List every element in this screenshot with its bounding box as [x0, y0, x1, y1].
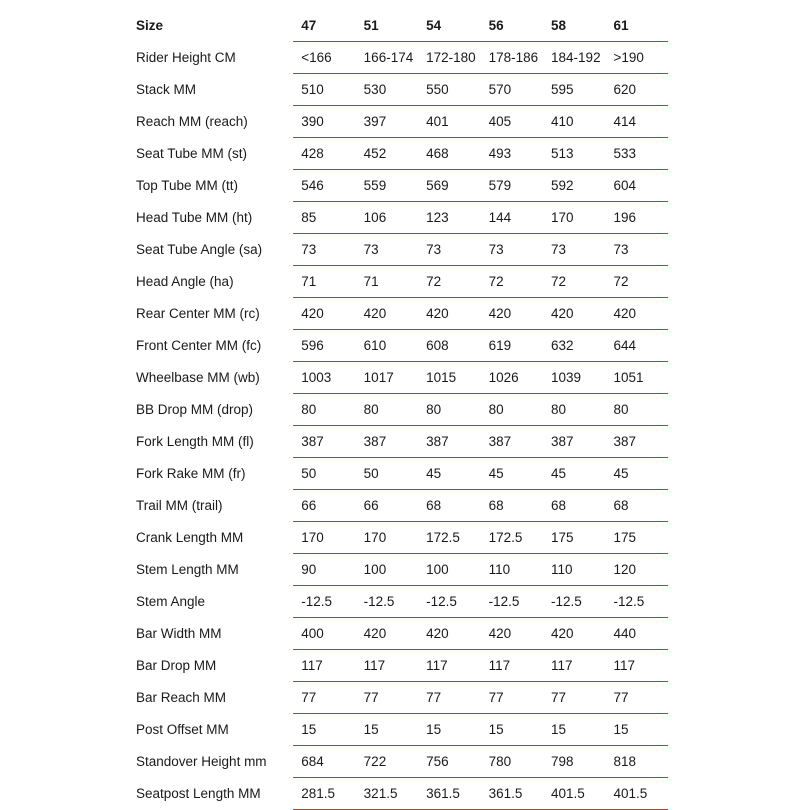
row-value-cell: 428	[293, 138, 355, 170]
row-value-cell: 144	[481, 202, 543, 234]
row-value-cell: 420	[356, 618, 418, 650]
row-value-cell: 172.5	[481, 522, 543, 554]
table-row	[128, 522, 668, 554]
row-value-cell: 68	[543, 490, 605, 522]
table-row	[128, 74, 668, 106]
table-row	[128, 42, 668, 74]
row-label: Bar Width MM	[136, 626, 222, 641]
row-value-cell: 780	[481, 746, 543, 778]
row-value-cell: 77	[543, 682, 605, 714]
row-label: Front Center MM (fc)	[136, 338, 262, 353]
table-row	[128, 394, 668, 426]
size-header-label: Size	[136, 18, 164, 34]
row-value-cell: 80	[418, 394, 480, 426]
table-row	[128, 138, 668, 170]
row-value-cell: 644	[605, 330, 668, 362]
row-value-cell: 632	[543, 330, 605, 362]
row-value-cell: -12.5	[356, 586, 418, 618]
row-value-cell: 1039	[543, 362, 605, 394]
row-value-cell: -12.5	[605, 586, 668, 618]
row-value-cell: 196	[605, 202, 668, 234]
table-body	[128, 42, 668, 810]
row-value-cell: 77	[356, 682, 418, 714]
row-value-cell: 1017	[356, 362, 418, 394]
row-value-cell: 361.5	[481, 778, 543, 810]
row-value-cell: 73	[543, 234, 605, 266]
row-value-cell: 420	[543, 298, 605, 330]
row-value-cell: 68	[605, 490, 668, 522]
row-label: Trail MM (trail)	[136, 498, 223, 513]
row-value-cell: 117	[481, 650, 543, 682]
row-value-cell: 387	[356, 426, 418, 458]
row-value-cell: 559	[356, 170, 418, 202]
row-value-cell: 77	[481, 682, 543, 714]
table-row	[128, 298, 668, 330]
table-row	[128, 778, 668, 810]
row-value-cell: 400	[293, 618, 355, 650]
row-value-cell: 722	[356, 746, 418, 778]
row-label: Crank Length MM	[136, 530, 244, 545]
row-value-cell: 387	[543, 426, 605, 458]
row-label: Seat Tube Angle (sa)	[136, 242, 263, 257]
row-label: Head Angle (ha)	[136, 274, 234, 289]
row-value-cell: 73	[293, 234, 355, 266]
row-label: Bar Reach MM	[136, 690, 227, 705]
table-row	[128, 234, 668, 266]
table-row	[128, 202, 668, 234]
row-value-cell: 15	[605, 714, 668, 746]
row-value-cell: 1003	[293, 362, 355, 394]
row-value-cell: 73	[481, 234, 543, 266]
row-value-cell: 100	[418, 554, 480, 586]
size-header-cell: 56	[481, 10, 543, 42]
row-label: Seatpost Length MM	[136, 786, 261, 801]
row-value-cell: 361.5	[418, 778, 480, 810]
table-row	[128, 426, 668, 458]
row-value-cell: 45	[481, 458, 543, 490]
row-value-cell: 50	[293, 458, 355, 490]
row-value-cell: 610	[356, 330, 418, 362]
table-row	[128, 266, 668, 298]
row-value-cell: 15	[418, 714, 480, 746]
table-row	[128, 554, 668, 586]
row-value-cell: 579	[481, 170, 543, 202]
row-value-cell: <166	[293, 42, 355, 74]
row-label: Head Tube MM (ht)	[136, 210, 253, 225]
row-value-cell: 15	[481, 714, 543, 746]
size-header-cell: 58	[543, 10, 605, 42]
row-value-cell: -12.5	[481, 586, 543, 618]
row-value-cell: 73	[418, 234, 480, 266]
row-value-cell: 596	[293, 330, 355, 362]
row-value-cell: 170	[543, 202, 605, 234]
row-value-cell: 110	[481, 554, 543, 586]
row-value-cell: 15	[356, 714, 418, 746]
size-header-cell: 51	[356, 10, 418, 42]
row-value-cell: 68	[418, 490, 480, 522]
row-value-cell: 1015	[418, 362, 480, 394]
row-value-cell: 184-192	[543, 42, 605, 74]
table-row	[128, 170, 668, 202]
size-header-cell: 54	[418, 10, 480, 42]
row-value-cell: 170	[356, 522, 418, 554]
row-value-cell: 123	[418, 202, 480, 234]
row-value-cell: 117	[543, 650, 605, 682]
table-row	[128, 586, 668, 618]
row-value-cell: 619	[481, 330, 543, 362]
row-value-cell: 420	[481, 298, 543, 330]
table-row	[128, 458, 668, 490]
row-value-cell: 592	[543, 170, 605, 202]
row-value-cell: 756	[418, 746, 480, 778]
row-label: Rider Height CM	[136, 50, 236, 65]
row-label: Fork Length MM (fl)	[136, 434, 254, 449]
row-label: Seat Tube MM (st)	[136, 146, 248, 161]
row-label: Rear Center MM (rc)	[136, 306, 260, 321]
row-label: Stem Length MM	[136, 562, 239, 577]
row-value-cell: 45	[543, 458, 605, 490]
header-row	[128, 10, 668, 42]
row-label: Standover Height mm	[136, 754, 267, 769]
row-value-cell: 175	[543, 522, 605, 554]
row-value-cell: -12.5	[293, 586, 355, 618]
row-value-cell: 405	[481, 106, 543, 138]
row-label: Post Offset MM	[136, 722, 229, 737]
table-header	[128, 10, 668, 42]
row-value-cell: 80	[293, 394, 355, 426]
row-value-cell: 15	[293, 714, 355, 746]
row-value-cell: 604	[605, 170, 668, 202]
row-value-cell: 117	[605, 650, 668, 682]
row-value-cell: 798	[543, 746, 605, 778]
row-value-cell: 387	[605, 426, 668, 458]
row-value-cell: 397	[356, 106, 418, 138]
row-value-cell: 387	[418, 426, 480, 458]
row-value-cell: 420	[481, 618, 543, 650]
row-value-cell: 452	[356, 138, 418, 170]
row-value-cell: 80	[356, 394, 418, 426]
row-value-cell: 73	[605, 234, 668, 266]
row-value-cell: 80	[543, 394, 605, 426]
row-value-cell: 100	[356, 554, 418, 586]
row-value-cell: 117	[293, 650, 355, 682]
table-row	[128, 362, 668, 394]
row-label: Stack MM	[136, 82, 197, 97]
row-label: Wheelbase MM (wb)	[136, 370, 260, 385]
row-label: Top Tube MM (tt)	[136, 178, 239, 193]
row-value-cell: 172.5	[418, 522, 480, 554]
row-value-cell: 72	[481, 266, 543, 298]
row-value-cell: 1026	[481, 362, 543, 394]
geometry-table	[128, 10, 668, 810]
row-value-cell: 420	[418, 298, 480, 330]
row-value-cell: 550	[418, 74, 480, 106]
row-value-cell: 401	[418, 106, 480, 138]
row-value-cell: 71	[293, 266, 355, 298]
row-value-cell: 45	[605, 458, 668, 490]
row-value-cell: 170	[293, 522, 355, 554]
row-value-cell: 178-186	[481, 42, 543, 74]
row-value-cell: 72	[543, 266, 605, 298]
row-value-cell: 420	[356, 298, 418, 330]
row-value-cell: 80	[481, 394, 543, 426]
row-value-cell: 533	[605, 138, 668, 170]
row-value-cell: 77	[418, 682, 480, 714]
row-value-cell: 420	[293, 298, 355, 330]
row-value-cell: 608	[418, 330, 480, 362]
row-value-cell: 106	[356, 202, 418, 234]
table-row	[128, 682, 668, 714]
row-value-cell: 66	[293, 490, 355, 522]
row-label: Reach MM (reach)	[136, 114, 248, 129]
row-value-cell: 414	[605, 106, 668, 138]
row-value-cell: 71	[356, 266, 418, 298]
row-value-cell: 410	[543, 106, 605, 138]
row-label: Fork Rake MM (fr)	[136, 466, 246, 481]
row-value-cell: >190	[605, 42, 668, 74]
row-value-cell: 66	[356, 490, 418, 522]
row-value-cell: 72	[605, 266, 668, 298]
row-value-cell: 15	[543, 714, 605, 746]
row-value-cell: 595	[543, 74, 605, 106]
row-value-cell: 73	[356, 234, 418, 266]
row-value-cell: 1051	[605, 362, 668, 394]
row-label: Bar Drop MM	[136, 658, 217, 673]
table-row	[128, 330, 668, 362]
row-value-cell: 818	[605, 746, 668, 778]
row-value-cell: -12.5	[543, 586, 605, 618]
row-value-cell: -12.5	[418, 586, 480, 618]
row-value-cell: 387	[293, 426, 355, 458]
row-value-cell: 45	[418, 458, 480, 490]
row-value-cell: 166-174	[356, 42, 418, 74]
row-value-cell: 684	[293, 746, 355, 778]
row-value-cell: 620	[605, 74, 668, 106]
row-value-cell: 77	[605, 682, 668, 714]
row-value-cell: 493	[481, 138, 543, 170]
row-value-cell: 401.5	[605, 778, 668, 810]
table-row	[128, 106, 668, 138]
row-value-cell: 172-180	[418, 42, 480, 74]
row-value-cell: 569	[418, 170, 480, 202]
row-value-cell: 117	[356, 650, 418, 682]
row-value-cell: 68	[481, 490, 543, 522]
row-value-cell: 513	[543, 138, 605, 170]
row-value-cell: 72	[418, 266, 480, 298]
row-value-cell: 401.5	[543, 778, 605, 810]
table-row	[128, 490, 668, 522]
size-header-cell: 61	[605, 10, 668, 42]
table-row	[128, 714, 668, 746]
table-row	[128, 618, 668, 650]
row-value-cell: 110	[543, 554, 605, 586]
row-value-cell: 281.5	[293, 778, 355, 810]
row-value-cell: 510	[293, 74, 355, 106]
row-value-cell: 90	[293, 554, 355, 586]
row-value-cell: 390	[293, 106, 355, 138]
row-value-cell: 387	[481, 426, 543, 458]
row-value-cell: 440	[605, 618, 668, 650]
table-row	[128, 650, 668, 682]
row-value-cell: 321.5	[356, 778, 418, 810]
row-value-cell: 420	[605, 298, 668, 330]
row-value-cell: 80	[605, 394, 668, 426]
row-value-cell: 117	[418, 650, 480, 682]
size-header-cell: 47	[293, 10, 355, 42]
row-value-cell: 175	[605, 522, 668, 554]
row-value-cell: 570	[481, 74, 543, 106]
row-label: BB Drop MM (drop)	[136, 402, 254, 417]
row-value-cell: 420	[418, 618, 480, 650]
row-value-cell: 546	[293, 170, 355, 202]
table-row	[128, 746, 668, 778]
row-value-cell: 468	[418, 138, 480, 170]
row-value-cell: 530	[356, 74, 418, 106]
row-value-cell: 85	[293, 202, 355, 234]
row-label: Stem Angle	[136, 594, 206, 609]
row-value-cell: 77	[293, 682, 355, 714]
row-value-cell: 120	[605, 554, 668, 586]
row-value-cell: 50	[356, 458, 418, 490]
row-value-cell: 420	[543, 618, 605, 650]
